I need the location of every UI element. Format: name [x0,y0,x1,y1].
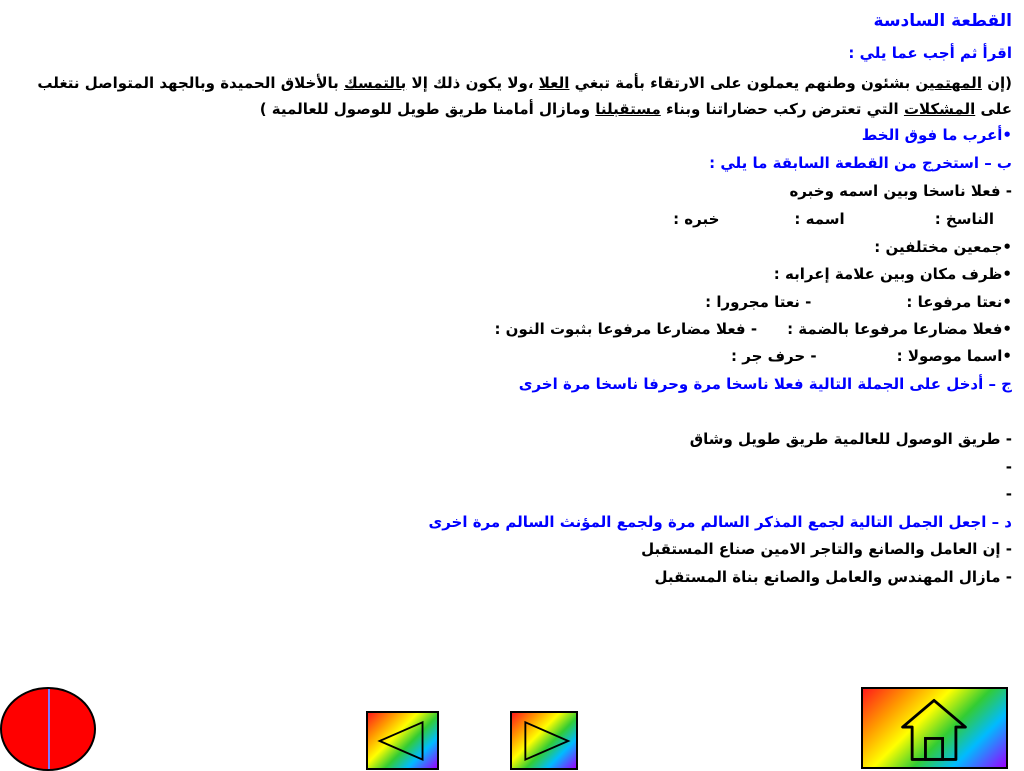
item-plurals: •جمعين مختلفين : [874,238,1012,256]
khabar-label: خبره : [673,210,720,228]
item-verb-naskh: - فعلا ناسخا وبين اسمه وخبره [789,182,1012,200]
item-naskh-row [673,208,994,230]
question-b: ب – استخرج من القطعة السابقة ما يلي : [709,154,1012,172]
question-c: ج – أدخل على الجملة التالية فعلا ناسخا مرة وحرفا ناسخا مرة اخرى [518,375,1012,393]
instruction: اقرأ ثم أجب عما يلي : [848,44,1012,62]
passage-line-2: على المشكلات التي تعترض ركب حضاراتنا وبناء مستقبلنا ومازال أمامنا طريق طويل للوصول للعالمية ) [259,100,1012,118]
item-zarf: •ظرف مكان وبين علامة إعرابه : [773,265,1012,283]
next-button[interactable] [510,711,578,770]
passage-line-1: (إن المهتمين بشئون وطنهم يعملون على الارتقاء بأمة تبغي العلا ،ولا يكون ذلك إلا بالتمسك بالأخلاق الحميدة وبالجهد المتواصل نتغلب [37,74,1012,92]
home-icon [863,689,1006,767]
slide-title: القطعة السادسة [873,11,1012,31]
harf-jar: - حرف جر : [731,347,817,365]
question-a: •أعرب ما فوق الخط [861,126,1012,144]
c-dash-2: - [1005,485,1012,503]
d-sentence-1: - إن العامل والصانع والتاجر الامين صناع المستقبل [641,540,1012,558]
naat-majrur: - نعتا مجرورا : [705,293,812,311]
c-dash-1: - [1005,458,1012,476]
d-sentence-2: - مازال المهندس والعامل والصانع بناة المستقبل [654,568,1012,586]
mawsul: •اسما موصولا : [896,347,1012,365]
naat-marfu: •نعتا مرفوعا : [906,293,1012,311]
home-button[interactable] [861,687,1008,769]
naskh-label: الناسخ : [934,210,994,228]
question-d: د – اجعل الجمل التالية لجمع المذكر السالم مرة ولجمع المؤنث السالم مرة اخرى [428,513,1012,531]
triangle-right-icon [512,713,576,768]
triangle-left-icon [368,713,437,768]
circle-divider [48,689,50,769]
item-naat-row [705,291,1012,313]
item-verb-row [494,318,1012,340]
red-circle-button[interactable] [0,687,96,771]
previous-button[interactable] [366,711,439,770]
verb-damma: •فعلا مضارعا مرفوعا بالضمة : [787,320,1012,338]
item-mawsul-row [731,345,1012,367]
ism-label: اسمه : [794,210,845,228]
verb-nun: - فعلا مضارعا مرفوعا بثبوت النون : [494,320,758,338]
c-sentence: - طريق الوصول للعالمية طريق طويل وشاق [689,430,1012,448]
